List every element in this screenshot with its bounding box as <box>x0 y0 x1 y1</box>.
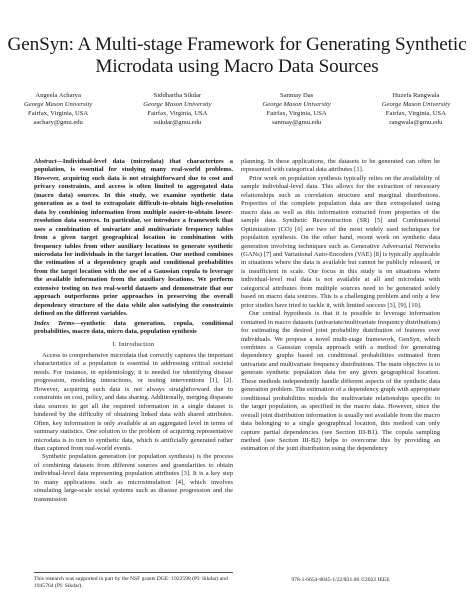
paper-title: GenSyn: A Multi-stage Framework for Generating Synthetic Microdata using Macro Data Sources <box>7 34 467 77</box>
abstract-label: Abstract <box>34 158 57 165</box>
index-terms-label: Index Terms <box>34 319 75 327</box>
author-affiliation: George Mason University <box>143 101 212 108</box>
author-block <box>382 91 450 127</box>
author-name: Siddhartha Sikdar <box>153 92 202 99</box>
body-paragraph: Our central hypothesis is that it is possible to leverage information contained in macro datasets (univariate/multivariate frequency distributions) for estimating the desired joint probability distribution of features over individuals. We propose a novel multi-stage framework, GenSyn, which combines a Gaussian copula approach with a method for generating dependency graphs based on conditional probabilities estimated from univariate and multivariate frequency distributions. The main objective is to generate synthetic population data for any given geographical location. These methods independently handle different aspects of the synthetic data generation problem. The estimation of a dependency graph with appropriate conditional probabilities models the multivariate relationships specific to the target population, as specified in the macro data. However, since the overall joint distribution information is usually not available from the macro data belonging to a single geographical location, this method can only capture partial dependencies (see Section III-B1). The copula sampling method (see Section III-B2) helps to overcome this by providing an estimation of the joint distribution using the dependency <box>241 310 440 453</box>
author-block <box>24 91 92 127</box>
index-terms-text: —synthetic data generation, copula, conditional probabilities, macro data, micro data, population synthesis <box>34 319 233 336</box>
author-location: Fairfax, Virginia, USA <box>28 110 89 117</box>
author-location: Fairfax, Virginia, USA <box>266 110 327 117</box>
author-location: Fairfax, Virginia, USA <box>147 110 208 117</box>
author-email: rangwala@gmu.edu <box>389 119 443 126</box>
abstract <box>34 158 233 319</box>
author-affiliation: George Mason University <box>24 101 93 108</box>
author-location: Fairfax, Virginia, USA <box>385 110 446 117</box>
author-name: Angeela Acharya <box>35 92 81 99</box>
section-heading: I. Introduction <box>112 340 155 348</box>
author-list <box>24 91 450 127</box>
author-name: Sanmay Das <box>280 92 314 99</box>
body-paragraph: planning. In these applications, the datasets to be generated can often be represented with categorical data attributes [1]. <box>241 158 440 174</box>
author-block <box>263 91 331 127</box>
body-paragraph: Synthetic population generation (or population synthesis) is the process of combining datasets from different sources and granularities to obtain individual-level data representing population attributes [3]. It is a key step in many applications such as microsimulation [4], which involves simulating large-scale social systems such as disease progression and the transmission <box>34 453 233 503</box>
body-paragraph: Prior work on population synthesis typically relies on the availability of sample individual-level data. This allows for the extraction of necessary relationships such as correlation structure and marginal distributions. Properties of the complete population data are then extrapolated using macro data as well as this information extracted from properties of the sample data. Synthetic Reconstruction (SR) [5] and Combinatorial Optimization (CO) [6] are two of the most widely used techniques for population synthesis. On the other hand, recent work on synthetic data generation involving techniques such as Generative Adversarial Networks (GANs) [7] and Variational Auto-Encoders (VAE) [8] is typically applicable in situations where the data is available but cannot be publicly released, or is insufficient in scale. Our focus in this study is on situations where individual-level real data is not available at all and microdata with categorical attributes from multiple sources need to be generated solely based on macro data sources. This is a challenging problem and only a few prior studies have tried to tackle it, with limited success [3], [9], [10]. <box>241 174 440 309</box>
funding-footnote: This research was supported in part by the NSF grants DGE: 1922598 (PI: Sikdar) and 1945764 (PI: Sikdar). <box>34 572 233 590</box>
abstract-text: —Individual-level data (microdata) that characterizes a population, is essential for studying many real-world problems. However, acquiring such data is not straightforward due to cost and privacy constraints, and access is often limited to aggregated data (macro data) sources. In this study, we examine synthetic data generation as a tool to extrapolate difficult-to-obtain high-resolution data by combining information from multiple easier-to-obtain lower-resolution data sources. In particular, we introduce a framework that uses a combination of univariate and multivariate frequency tables from a given target geographical location in combination with frequency tables from other auxiliary locations to generate synthetic microdata for individuals in the target location. Our method combines the estimation of a dependency graph and conditional probabilities from the target location with the use of a Gaussian copula to leverage the available information from the auxiliary locations. We perform extensive testing on two real-world datasets and demonstrate that our approach outperforms prior approaches in preserving the overall dependency structure of the data while also satisfying the constraints defined on the different variables. <box>34 158 233 318</box>
author-affiliation: George Mason University <box>381 101 450 108</box>
author-email: aachary@gmu.edu <box>33 119 83 126</box>
copyright-notice: 978-1-6654-8045-1/22/$31.00 ©2022 IEEE <box>291 577 390 583</box>
index-terms <box>34 320 233 337</box>
author-email: ssikdar@gmu.edu <box>153 119 202 126</box>
author-affiliation: George Mason University <box>262 101 331 108</box>
author-name: Huzefa Rangwala <box>392 92 440 99</box>
right-column <box>241 158 440 454</box>
body-paragraph: Access to comprehensive microdata that correctly captures the important characteristics of a population is essential in addressing critical societal needs. For instance, in epidemiology, it is needed for identifying disease progression, modeling interactions, or testing interventions [1], [2]. However, acquiring such data is not always straightforward due to constraints on cost, policy, and data sharing. Additionally, merging disparate data sources to get all the required information in a single dataset is hindered by the difficulty of obtaining linked data with shared attributes. Often, key information is only available at an aggregated level in terms of summary statistics. One solution to the problem of acquiring representative microdata is to turn to synthetic data, which is artificially generated rather than captured from real-world events. <box>34 351 233 452</box>
author-email: sanmay@gmu.edu <box>272 119 322 126</box>
left-column <box>34 158 233 504</box>
author-block <box>143 91 211 127</box>
